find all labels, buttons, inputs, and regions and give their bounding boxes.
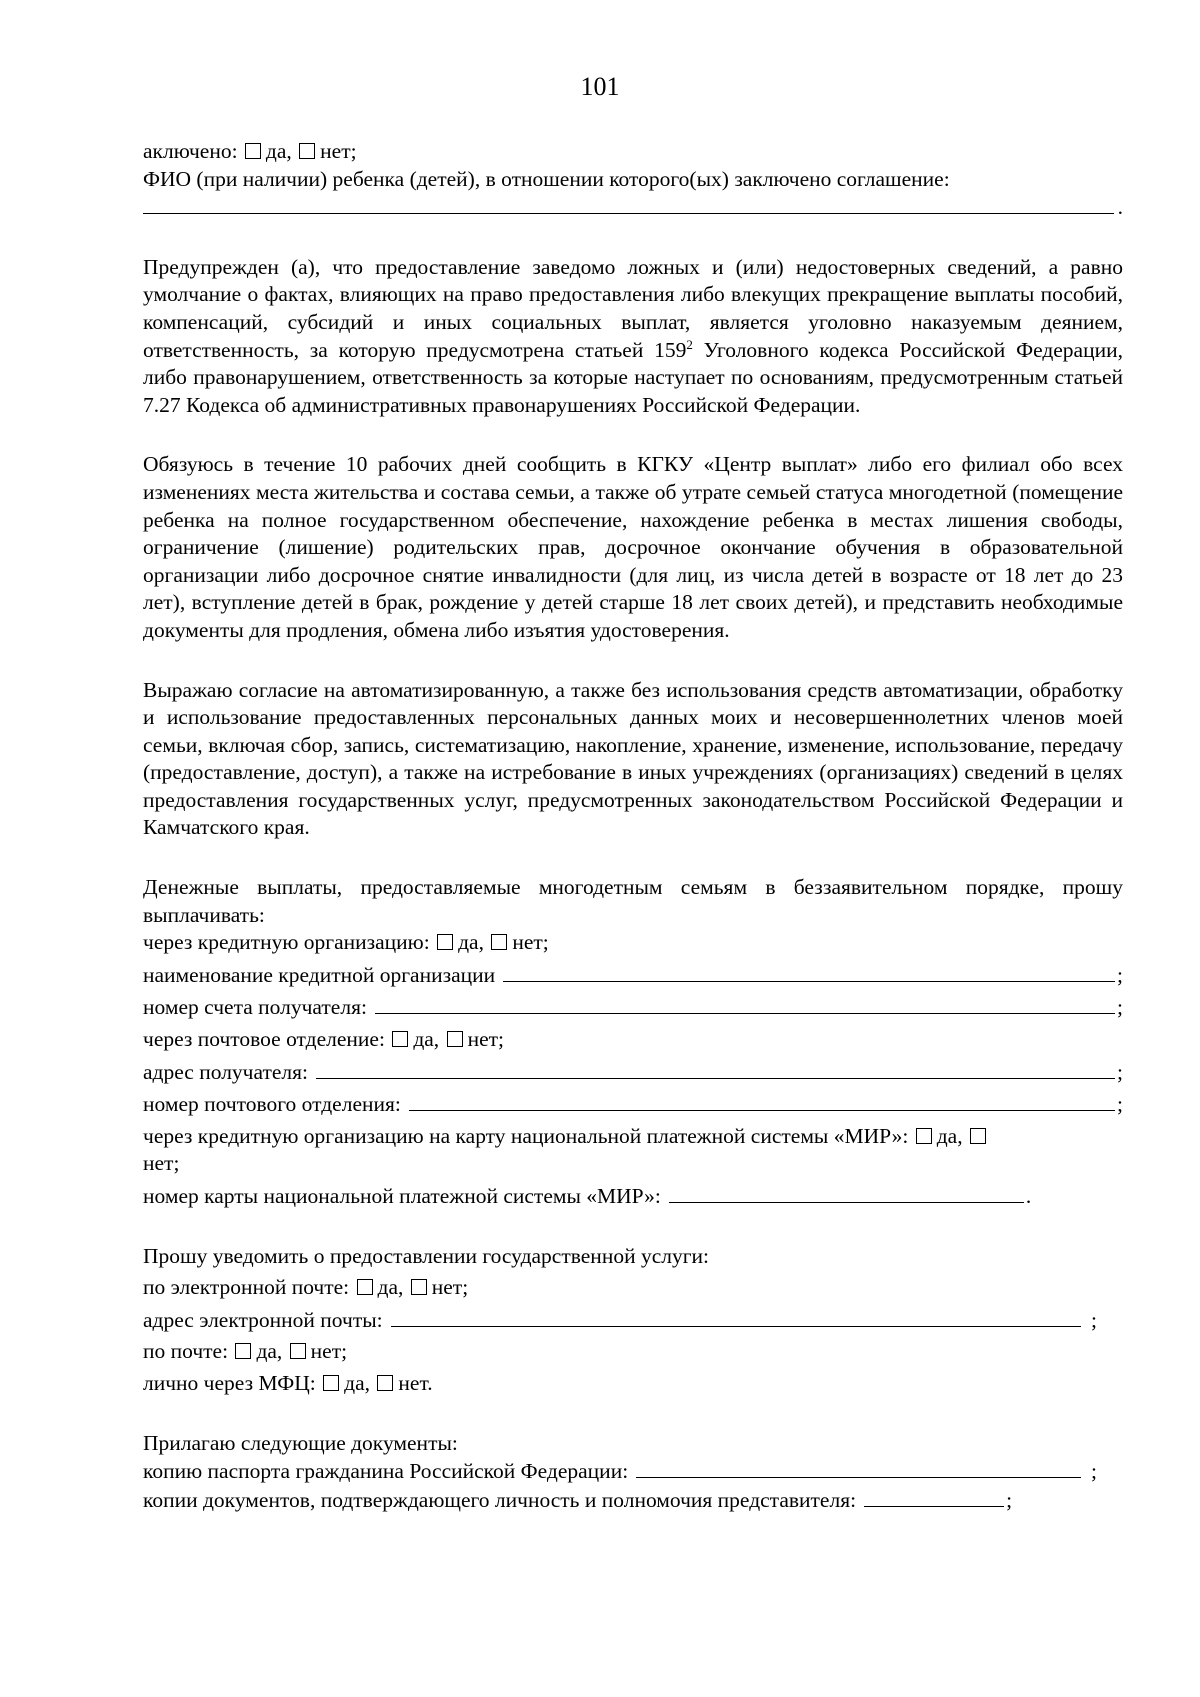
post-office-label: через почтовое отделение: — [143, 1027, 385, 1052]
notify-mail-no-label: нет; — [310, 1339, 348, 1364]
warning-paragraph — [143, 254, 1123, 420]
notify-email-no-label: нет; — [431, 1275, 469, 1300]
child-fio-end: . — [1117, 195, 1123, 220]
notify-mail-yes-label: да, — [256, 1339, 283, 1364]
notify-mfc-line — [143, 1370, 1123, 1398]
mir-card-line — [143, 1182, 1123, 1211]
obligation-paragraph: Обязуюсь в течение 10 рабочих дней сообщить в КГКУ «Центр выплат» либо его филиал обо всех изменениях места жительства и состава семьи, а также об утрате семьей статуса многодетной (помещение ребенка на полное государственном обеспечение, нахождение ребенка в местах лишения свободы, ограничение (лишение) родительских прав, досрочное окончание обучения в образовательной организации либо досрочное снятие инвалидности (для лиц, из числа детей в возрасте от 18 лет до 23 лет), вступление детей в брак, рождение у детей старше 18 лет своих детей), и представить необходимые документы для продления, обмена либо изъятия удостоверения. — [143, 452, 1123, 642]
notify-mfc-yes-label: да, — [344, 1370, 371, 1395]
address-end: ; — [1117, 1059, 1123, 1084]
post-number-label: номер почтового отделения: — [143, 1092, 401, 1117]
passport-field[interactable] — [636, 1457, 1081, 1478]
representative-field[interactable] — [864, 1486, 1004, 1507]
mir-yes-checkbox[interactable] — [916, 1128, 932, 1144]
notify-mfc-yes-checkbox[interactable] — [323, 1375, 339, 1391]
child-fio-label: ФИО (при наличии) ребенка (детей), в отношении которого(ых) заключено соглашение: — [143, 166, 950, 191]
warning-text-start: Предупрежден (а), что предоставление заведомо ложных и (или) недостоверных сведений, а равно умолчание о фактах, влияющих на право предоставления либо влекущих прекращение выплаты пособий, компенсаций, субсидий и иных социальных выплат, является уголовно наказуемым деянием, ответственность, за которую предусмотрена статьей 159 — [143, 254, 1123, 362]
notify-mail-label: по почте: — [143, 1339, 229, 1364]
docs-intro: Прилагаю следующие документы: — [143, 1430, 458, 1455]
mir-no-label: нет; — [143, 1151, 180, 1176]
mir-card-label: номер карты национальной платежной системы «МИР»: — [143, 1184, 661, 1208]
credit-org-yes-label: да, — [458, 930, 484, 955]
form-content — [143, 138, 1123, 1514]
notify-email-yes-label: да, — [377, 1275, 404, 1300]
mir-no-line — [143, 1150, 1123, 1178]
docs-intro-line — [143, 1430, 1123, 1458]
child-fio-field[interactable] — [143, 193, 1114, 214]
post-office-yes-label: да, — [413, 1027, 440, 1052]
address-label: адрес получателя: — [143, 1059, 309, 1084]
account-end: ; — [1117, 995, 1123, 1020]
agreement-no-checkbox[interactable] — [299, 143, 315, 159]
address-line — [143, 1058, 1123, 1087]
notify-mfc-label: лично через МФЦ: — [143, 1370, 316, 1395]
notify-mfc-no-label: нет. — [398, 1370, 433, 1395]
mir-line — [143, 1123, 1123, 1151]
credit-org-name-label: наименование кредитной организации — [143, 962, 496, 987]
mir-card-field[interactable] — [669, 1182, 1024, 1203]
agreement-yes-checkbox[interactable] — [245, 143, 261, 159]
credit-org-line — [143, 929, 1123, 957]
representative-label: копии документов, подтверждающего личность и полномочия представителя: — [143, 1487, 857, 1512]
mir-yes-label: да, — [936, 1123, 963, 1148]
email-address-end: ; — [1091, 1307, 1097, 1332]
credit-org-no-checkbox[interactable] — [491, 934, 507, 950]
notify-mail-yes-checkbox[interactable] — [235, 1343, 251, 1359]
agreement-concluded-line — [143, 138, 1123, 166]
notify-intro-line — [143, 1243, 1123, 1271]
email-address-line — [143, 1306, 1123, 1335]
agreement-no-label: нет; — [320, 139, 357, 163]
credit-org-no-label: нет; — [512, 930, 549, 955]
credit-org-name-line — [143, 961, 1123, 990]
notify-email-line — [143, 1274, 1123, 1302]
representative-end: ; — [1006, 1487, 1013, 1512]
email-address-label: адрес электронной почты: — [143, 1307, 383, 1332]
notify-mail-no-checkbox[interactable] — [290, 1343, 306, 1359]
notify-email-no-checkbox[interactable] — [411, 1279, 427, 1295]
post-office-yes-checkbox[interactable] — [392, 1031, 408, 1047]
passport-end: ; — [1091, 1459, 1097, 1484]
credit-org-label: через кредитную организацию: — [143, 930, 430, 955]
agreement-concluded-label: аключено: — [143, 139, 238, 163]
notify-email-yes-checkbox[interactable] — [357, 1279, 373, 1295]
notify-intro: Прошу уведомить о предоставлении государственной услуги: — [143, 1243, 710, 1268]
child-fio-label-line — [143, 166, 1123, 194]
mir-label: через кредитную организацию на карту национальной платежной системы «МИР»: — [143, 1123, 909, 1148]
post-number-field[interactable] — [409, 1090, 1115, 1111]
address-field[interactable] — [316, 1058, 1115, 1079]
representative-line — [143, 1486, 1123, 1515]
account-field[interactable] — [375, 993, 1115, 1014]
notify-email-label: по электронной почте: — [143, 1275, 350, 1300]
agreement-yes-label: да, — [265, 139, 292, 163]
passport-label: копию паспорта гражданина Российской Федерации: — [143, 1459, 629, 1484]
post-number-end: ; — [1117, 1092, 1123, 1117]
credit-org-name-end: ; — [1117, 962, 1123, 987]
passport-line — [143, 1457, 1123, 1486]
post-number-line — [143, 1090, 1123, 1119]
child-fio-line — [143, 193, 1123, 222]
mir-card-end: . — [1025, 1184, 1032, 1208]
page-number: 101 — [580, 72, 620, 101]
post-office-no-checkbox[interactable] — [447, 1031, 463, 1047]
mir-no-checkbox[interactable] — [970, 1128, 986, 1144]
warning-superscript: 2 — [686, 336, 693, 352]
account-label: номер счета получателя: — [143, 995, 367, 1020]
email-address-field[interactable] — [391, 1306, 1081, 1327]
post-office-no-label: нет; — [467, 1027, 504, 1052]
post-office-line — [143, 1026, 1123, 1054]
credit-org-yes-checkbox[interactable] — [437, 934, 453, 950]
notify-mail-line — [143, 1338, 1123, 1366]
notify-mfc-no-checkbox[interactable] — [377, 1375, 393, 1391]
payments-intro: Денежные выплаты, предоставляемые многодетным семьям в беззаявительном порядке, прошу выплачивать: — [143, 875, 1123, 927]
consent-paragraph: Выражаю согласие на автоматизированную, а также без использования средств автоматизации, обработку и использование предоставленных персональных данных моих и несовершеннолетних членов моей семьи, включая сбор, запись, систематизацию, накопление, хранение, изменение, использование, передачу (предоставление, доступ), а также на истребование в иных учреждениях (организациях) сведений в целях предоставления государственных услуг, предусмотренных законодательством Российской Федерации и Камчатского края. — [143, 677, 1123, 840]
credit-org-name-field[interactable] — [503, 961, 1115, 982]
account-line — [143, 993, 1123, 1022]
warning-text-end: Уголовного кодекса Российской Федерации, либо правонарушением, ответственность за которые наступает по основаниям, предусмотренным статьей 7.27 Кодекса об административных правонарушениях Российской Федерации. — [143, 337, 1123, 417]
